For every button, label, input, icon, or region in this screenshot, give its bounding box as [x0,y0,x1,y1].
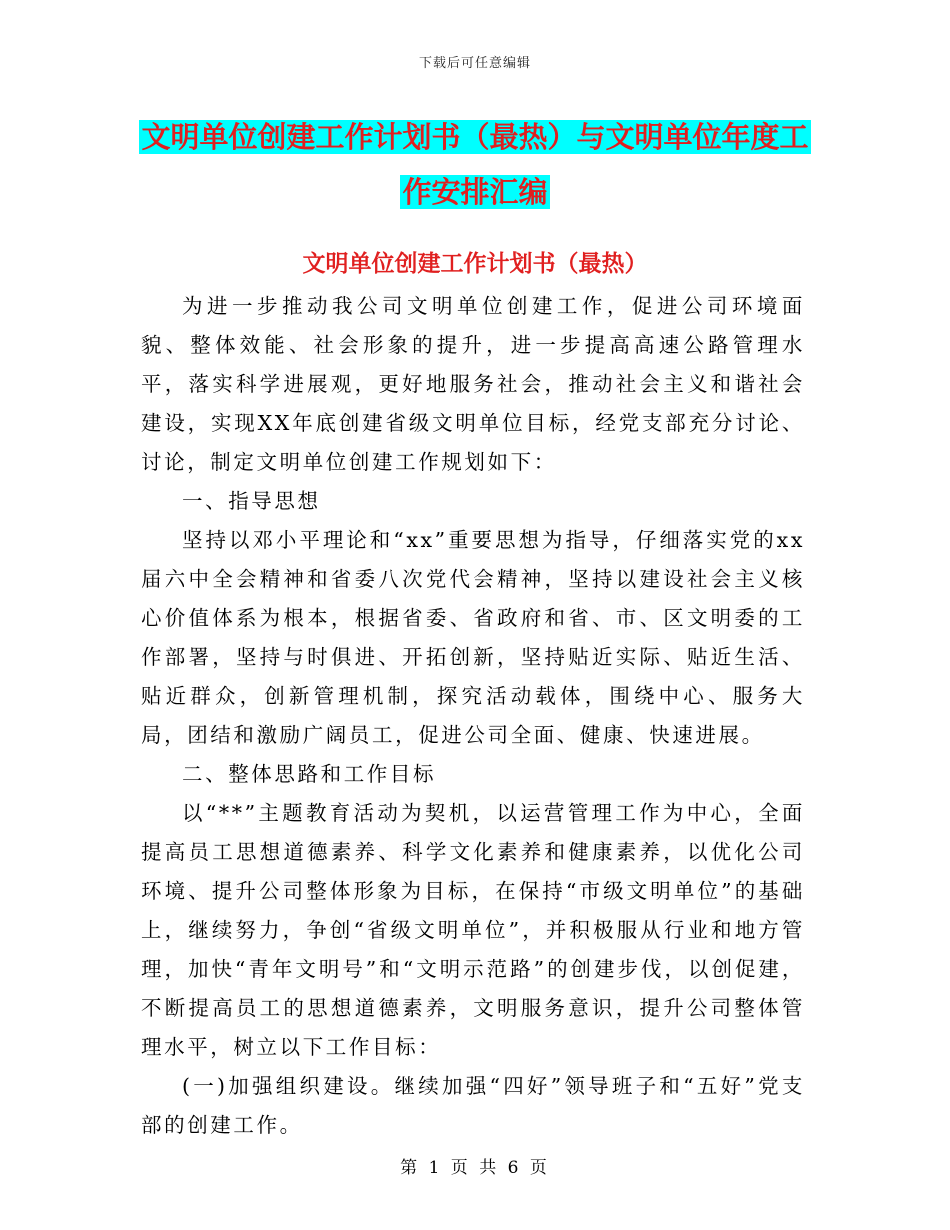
main-title-line2: 作安排汇编 [402,175,548,209]
paragraph-organization-building: (一)加强组织建设。继续加强“四好”领导班子和“五好”党支部的创建工作。 [141,1074,805,1137]
paragraph-intro: 为进一步推动我公司文明单位创建工作，促进公司环境面貌、整体效能、社会形象的提升，进一步提高高速公路管理水平，落实科学进展观，更好地服务社会，推动社会主义和谐社会建设，实现XX年底创建省级文明单位目标，经党支部充分讨论、讨论，制定文明单位创建工作规划如下： [141,294,805,474]
main-title-line1: 文明单位创建工作计划书（最热）与文明单位年度工 [141,120,809,154]
paragraph-overall-approach: 以“**”主题教育活动为契机，以运营管理工作为中心，全面提高员工思想道德素养、科学文化素养和健康素养，以优化公司环境、提升公司整体形象为目标，在保持“市级文明单位”的基础上，继续努力，争创“省级文明单位”，并积极服从行业和地方管理，加快“青年文明号”和“文明示范路”的创建步伐，以创促建，不断提高员工的思想道德素养，文明服务意识，提升公司整体管理水平，树立以下工作目标： [141,801,805,1059]
document-body [141,287,805,1145]
heading-overall-approach: 二、整体思路和工作目标 [182,762,437,786]
heading-guiding-ideology: 一、指导思想 [182,489,321,513]
header-note: 下载后可任意编辑 [418,56,531,71]
paragraph-guiding-ideology: 坚持以邓小平理论和“xx”重要思想为指导，仔细落实党的xx届六中全会精神和省委八次党代会精神，坚持以建设社会主义核心价值体系为根本，根据省委、省政府和省、市、区文明委的工作部署，坚持与时俱进、开拓创新，坚持贴近实际、贴近生活、贴近群众，创新管理机制，探究活动载体，围绕中心、服务大局，团结和激励广阔员工，促进公司全面、健康、快速进展。 [141,528,805,747]
page-footer: 第 1 页 共 6 页 [400,1158,550,1178]
section-title: 文明单位创建工作计划书（最热） [302,251,648,277]
main-title [130,110,820,220]
